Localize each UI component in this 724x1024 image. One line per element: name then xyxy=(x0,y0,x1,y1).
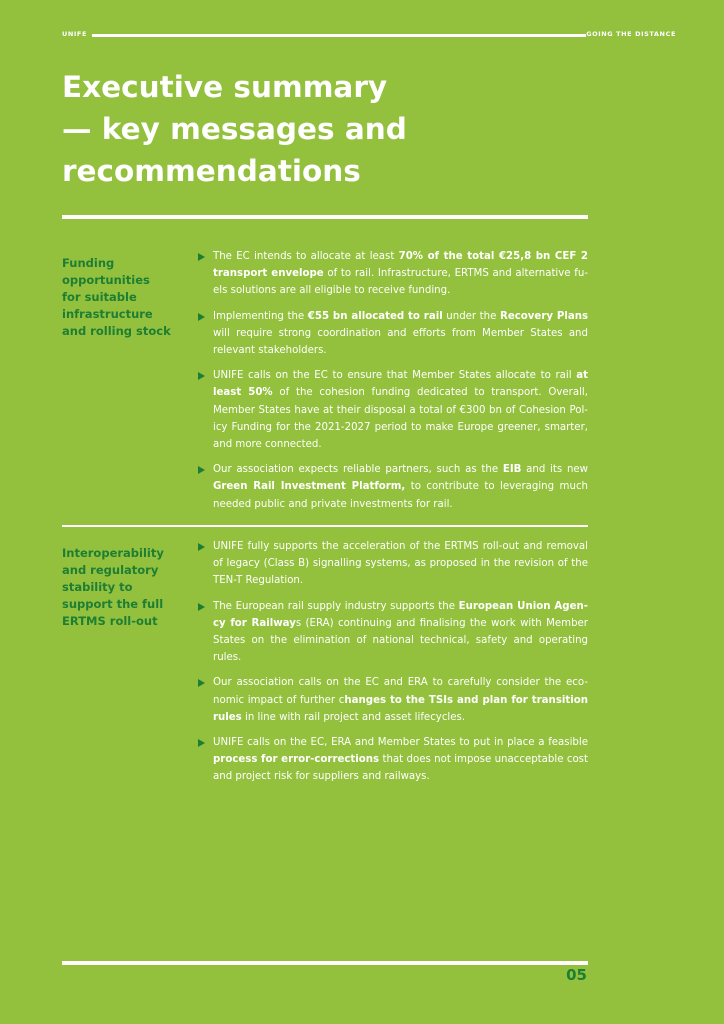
bullet-text: of to rail. Infrastructure, ERTMS and alternative fu-els solutions are all eligible to receive funding. xyxy=(213,268,588,297)
bullet-text: Our association calls on the EC and ERA to carefully consider the eco-nomic impact of further c xyxy=(213,677,588,706)
bullet-text: that does not impose unacceptable cost and project risk for suppliers and railways. xyxy=(213,754,588,783)
bullet-arrow-icon xyxy=(198,313,205,321)
label-line: support the full xyxy=(62,597,164,611)
page-title xyxy=(62,66,622,192)
interoperability-bullet-list xyxy=(198,538,588,794)
bullet-item xyxy=(198,734,588,786)
bullet-item xyxy=(198,308,588,360)
section-divider xyxy=(62,525,588,527)
bullet-text-bold: process for error-corrections xyxy=(213,754,380,766)
label-line: Interoperability xyxy=(62,546,164,560)
bullet-text: s (ERA) continuing and finalising the work with Member States on the elimination of national technical, safety and operating rules. xyxy=(213,617,588,664)
bullet-text: UNIFE calls on the EC to ensure that Member States allocate to rail xyxy=(213,370,577,382)
bullet-arrow-icon xyxy=(198,466,205,474)
header-brand: UNIFE xyxy=(62,30,88,38)
bullet-text: UNIFE fully supports the acceleration of the ERTMS roll-out and removal of legacy (Class B) signalling systems, as proposed in the revision of the TEN-T Regulation. xyxy=(213,541,588,587)
title-line-1: Executive summary xyxy=(62,70,388,104)
bullet-item xyxy=(198,538,588,590)
label-line: ERTMS roll-out xyxy=(62,614,158,628)
bullet-text-bold: hanges to the TSIs and plan for transition rules xyxy=(213,694,588,723)
bullet-text-bold: European Union Agen-cy for Railway xyxy=(213,600,588,629)
section-label-interoperability xyxy=(62,545,174,630)
bullet-arrow-icon xyxy=(198,679,205,687)
bullet-item xyxy=(198,367,588,453)
bullet-text-bold: €55 bn allocated to rail xyxy=(307,310,443,322)
bullet-text: UNIFE calls on the EC, ERA and Member States to put in place a feasible xyxy=(213,737,588,749)
label-line: for suitable xyxy=(62,290,137,304)
label-line: and rolling stock xyxy=(62,324,171,338)
bullet-text: to contribute to leveraging much needed public and private investments for rail. xyxy=(213,481,588,510)
header-tagline: GOING THE DISTANCE xyxy=(586,30,676,38)
footer-rule xyxy=(62,961,588,965)
funding-bullet-list xyxy=(198,248,588,521)
bullet-text: will require strong coordination and efforts from Member States and relevant stakeholders. xyxy=(213,327,588,357)
bullet-arrow-icon xyxy=(198,372,205,380)
bullet-item xyxy=(198,674,588,726)
bullet-text-bold: Green Rail Investment Platform, xyxy=(213,481,406,493)
bullet-arrow-icon xyxy=(198,543,205,551)
header-rule xyxy=(92,34,586,37)
label-line: opportunities xyxy=(62,273,150,287)
bullet-text-bold: at least 50% xyxy=(213,370,588,399)
bullet-text: The European rail supply industry supports the xyxy=(213,600,459,612)
page-number: 05 xyxy=(566,966,587,984)
label-line: Funding xyxy=(62,256,115,270)
bullet-text: Our association expects reliable partners, such as the xyxy=(213,464,503,476)
bullet-arrow-icon xyxy=(198,603,205,611)
bullet-text-bold: 70% of the total €25,8 bn CEF 2 transport envelope xyxy=(213,251,588,280)
page-header xyxy=(62,30,676,42)
title-line-2: — key messages and xyxy=(62,112,407,146)
section-label-funding xyxy=(62,255,174,340)
label-line: and regulatory xyxy=(62,563,159,577)
bullet-text: under the xyxy=(442,310,500,322)
label-line: infrastructure xyxy=(62,307,153,321)
bullet-text: and its new xyxy=(521,464,589,476)
bullet-arrow-icon xyxy=(198,253,205,261)
bullet-text: in line with rail project and asset lifecycles. xyxy=(241,711,466,723)
bullet-text-bold: Recovery Plans xyxy=(499,310,589,322)
bullet-item xyxy=(198,598,588,667)
bullet-arrow-icon xyxy=(198,739,205,747)
title-divider xyxy=(62,215,588,219)
bullet-text: The EC intends to allocate at least xyxy=(213,251,399,262)
label-line: stability to xyxy=(62,580,133,594)
bullet-text: Implementing the xyxy=(213,310,308,322)
bullet-item xyxy=(198,461,588,513)
bullet-item xyxy=(198,248,588,300)
bullet-text: of the cohesion funding dedicated to transport. Overall, Member States have at their disposal a total of €300 bn of Cohesion Pol-icy Funding for the 2021-2027 period to make Europe greener, smarter, and more connected. xyxy=(213,387,588,451)
title-line-3: recommendations xyxy=(62,154,361,188)
bullet-text-bold: EIB xyxy=(502,464,522,476)
